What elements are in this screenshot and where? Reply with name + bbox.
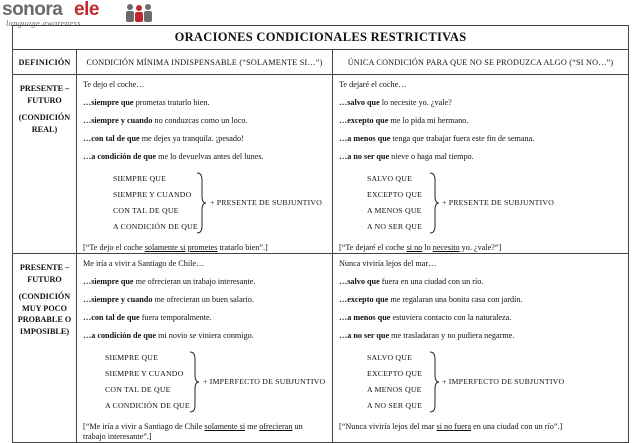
cell-real-si-no [333, 75, 629, 254]
logo-word-ele: ele [74, 0, 99, 20]
brace-icon [189, 351, 199, 413]
example-line: …a menos que estuviera contacto con la naturaleza. [339, 313, 512, 322]
formula-rule: + PRESENTE DE SUBJUNTIVO [210, 198, 323, 207]
formula-block [83, 351, 327, 421]
example-line: …salvo que lo necesite yo. ¿vale? [339, 98, 452, 107]
example-line: …excepto que me regalaran una bonita casa con jardín. [339, 295, 523, 304]
formula-conj: A NO SER QUE [367, 222, 423, 231]
example-line: …a condición de que mi novio se viniera conmigo. [83, 331, 254, 340]
example-line: …a no ser que me trasladaran y no pudiera negarme. [339, 331, 515, 340]
example-line: …con tal de que me dejes ya tranquila. ¡pesado! [83, 134, 244, 143]
summary-example: [“Nunca viviría lejos del mar si no fuera en una ciudad con un río”.] [339, 422, 563, 431]
example-line: …excepto que me lo pida mi hermano. [339, 116, 469, 125]
formula-conj: A CONDICIÓN DE QUE [113, 222, 198, 231]
summary-example: [“Te dejaré el coche si no lo necesito yo. ¿vale?”] [339, 243, 502, 252]
formula-rule: + PRESENTE DE SUBJUNTIVO [442, 198, 555, 207]
row-label-sub: (CONDICIÓN REAL) [18, 113, 71, 134]
formula-conj: SALVO QUE [367, 353, 413, 362]
summary-example: [“Te dejo el coche solamente si prometes tratarlo bien”.] [83, 243, 268, 252]
formula-conj: A MENOS QUE [367, 385, 422, 394]
example-line: …siempre que me ofrecieran un trabajo interesante. [83, 277, 256, 286]
example-line: …siempre que prometas tratarlo bien. [83, 98, 210, 107]
header-condicion-minima: CONDICIÓN MÍNIMA INDISPENSABLE (“SOLAMENTE SI…”) [77, 50, 333, 75]
intro-line: Te dejaré el coche… [339, 80, 407, 89]
intro-line: Nunca viviría lejos del mar… [339, 259, 437, 268]
formula-conj: EXCEPTO QUE [367, 190, 423, 199]
example-line: …a menos que tenga que trabajar fuera este fin de semana. [339, 134, 535, 143]
row-label-main: PRESENTE – FUTURO [19, 263, 70, 284]
formula-rule: + IMPERFECTO DE SUBJUNTIVO [203, 377, 326, 386]
example-line: …siempre y cuando me ofrecieran un buen salario. [83, 295, 254, 304]
summary-example: [“Me iría a vivir a Santiago de Chile solamente si me ofrecieran un trabajo interesante”.] [83, 422, 303, 441]
formula-conj: CON TAL DE QUE [105, 385, 171, 394]
formula-block [83, 172, 327, 242]
formula-conj: SIEMPRE QUE [113, 174, 167, 183]
formula-conj: SIEMPRE Y CUANDO [113, 190, 192, 199]
logo [2, 0, 212, 28]
intro-line: Te dejo el coche… [83, 80, 145, 89]
row-label-improbable [13, 254, 77, 443]
formula-conj: A CONDICIÓN DE QUE [105, 401, 190, 410]
conditional-table [12, 25, 629, 443]
formula-conj: SIEMPRE QUE [105, 353, 159, 362]
header-definicion: DEFINICIÓN [13, 50, 77, 75]
brace-icon [196, 172, 206, 234]
formula-conj: A NO SER QUE [367, 401, 423, 410]
formula-conj: SALVO QUE [367, 174, 413, 183]
row-label-real [13, 75, 77, 254]
formula-conj: CON TAL DE QUE [113, 206, 179, 215]
formula-conj: EXCEPTO QUE [367, 369, 423, 378]
formula-conj: SIEMPRE Y CUANDO [105, 369, 184, 378]
example-line: …siempre y cuando no conduzcas como un loco. [83, 116, 248, 125]
table-title: ORACIONES CONDICIONALES RESTRICTIVAS [13, 26, 629, 50]
example-line: …a condición de que me lo devuelvas antes del lunes. [83, 152, 264, 161]
brace-icon [429, 172, 439, 234]
cell-improbable-solamente-si [77, 254, 333, 443]
cell-improbable-si-no [333, 254, 629, 443]
row-label-main: PRESENTE – FUTURO [19, 84, 70, 105]
people-icon [122, 3, 156, 23]
brace-icon [429, 351, 439, 413]
cell-real-solamente-si [77, 75, 333, 254]
example-line: …con tal de que fuera temporalmente. [83, 313, 212, 322]
intro-line: Me iría a vivir a Santiago de Chile… [83, 259, 205, 268]
header-unica-condicion: ÚNICA CONDICIÓN PARA QUE NO SE PRODUZCA ALGO (“SI NO…”) [333, 50, 629, 75]
formula-rule: + IMPERFECTO DE SUBJUNTIVO [442, 377, 565, 386]
example-line: …a no ser que nieve o haga mal tiempo. [339, 152, 474, 161]
logo-word-sonora: sonora [2, 0, 63, 20]
row-label-sub: (CONDICIÓN MUY POCO PROBABLE O IMPOSIBLE) [17, 292, 72, 336]
formula-conj: A MENOS QUE [367, 206, 422, 215]
logo-tagline: language awareness [6, 18, 81, 28]
formula-block [339, 172, 623, 242]
example-line: …salvo que fuera en una ciudad con un río. [339, 277, 484, 286]
formula-block [339, 351, 623, 421]
